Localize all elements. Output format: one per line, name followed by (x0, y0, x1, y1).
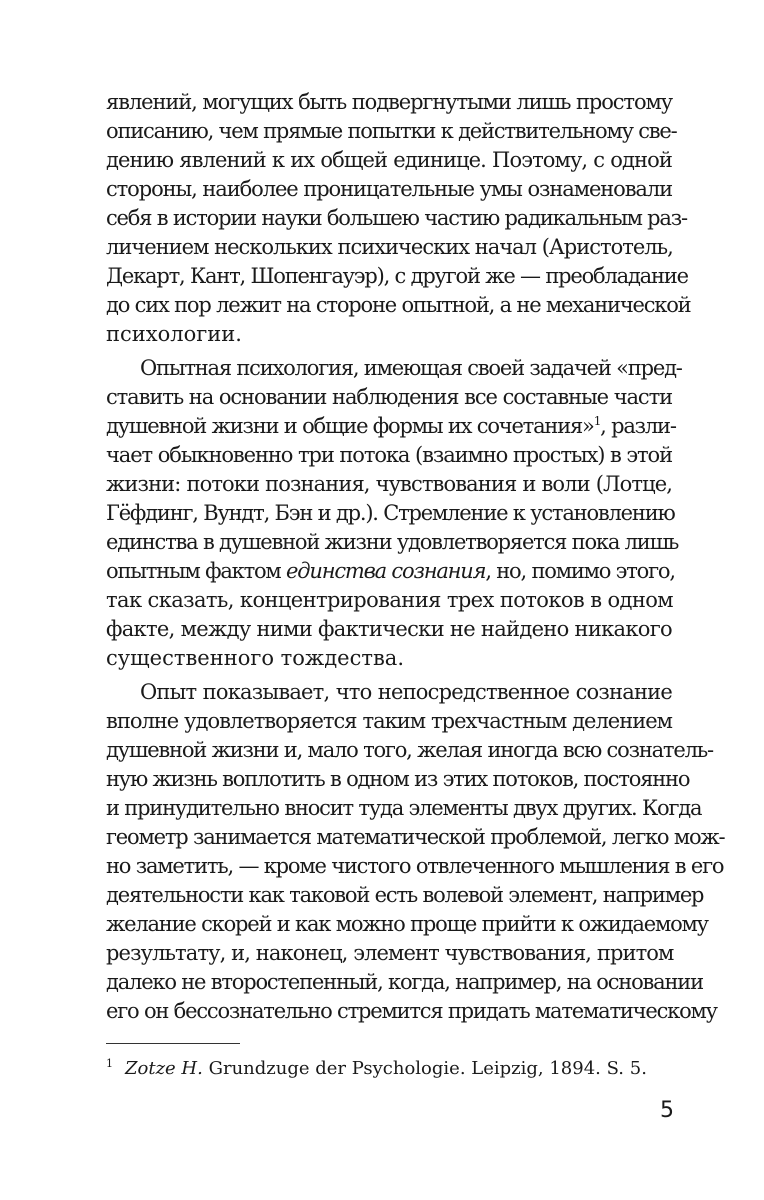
footnote-divider (106, 1043, 240, 1044)
text-line: психологии. (106, 322, 242, 346)
text-line: единства в душевной жизни удовлетворяется пока лишь (106, 530, 679, 554)
text-line: Гёфдинг, Вундт, Бэн и др.). Стремление к установлению (106, 501, 675, 525)
paragraph-3 (106, 678, 725, 1026)
text-span: душевной жизни и общие формы их сочетания» (106, 414, 594, 438)
text-line: его он бессознательно стремится придать математическому (106, 999, 717, 1023)
text-line: но заметить, — кроме чистого отвлеченного мышления в его (106, 854, 724, 878)
text-line: ставить на основании наблюдения все составные части (106, 385, 672, 409)
text-line: чает обыкновенно три потока (взаимно простых) в этой (106, 443, 672, 467)
text-line: описанию, чем прямые попытки к действительному све- (106, 119, 677, 143)
text-line: Опытная психология, имеющая своей задачей «пред- (140, 356, 682, 380)
footnote-reference[interactable]: 1 (593, 414, 601, 428)
text-span: опытным фактом (106, 559, 287, 583)
text-span: , разли- (600, 414, 676, 438)
text-line: и принудительно вносит туда элементы двух других. Когда (106, 796, 702, 820)
text-line: ную жизнь воплотить в одном из этих потоков, постоянно (106, 767, 690, 791)
text-line: личением нескольких психических начал (Аристотель, (106, 235, 673, 259)
text-line: стороны, наиболее проницательные умы ознаменовали (106, 177, 672, 201)
italic-term: единства сознания (286, 559, 486, 583)
text-line: так сказать, концентрирования трех потоков в одном (106, 588, 674, 612)
footnote-text: Grundzuge der Psychologie. Leipzig, 1894. S. 5. (202, 1058, 647, 1079)
footnote (106, 1052, 672, 1081)
text-line: явлений, могущих быть подвергнутыми лишь простому (106, 90, 672, 114)
text-line: Декарт, Кант, Шопенгауэр), с другой же — преобладание (106, 264, 688, 288)
text-line: геометр занимается математической проблемой, легко мож- (106, 825, 725, 849)
text-line: до сих пор лежит на стороне опытной, а не механической (106, 293, 691, 317)
text-line: деятельности как таковой есть волевой элемент, например (106, 883, 704, 907)
text-line: существенного тождества. (106, 646, 404, 670)
footnote-author: Zotze H. (125, 1058, 203, 1079)
text-line: жизни: потоки познания, чувствования и воли (Лотце, (106, 472, 672, 496)
text-line (106, 557, 675, 586)
text-line: Опыт показывает, что непосредственное сознание (140, 680, 672, 704)
page-number: 5 (660, 1098, 674, 1123)
text-line: желание скорей и как можно проще прийти к ожидаемому (106, 912, 708, 936)
text-line: вполне удовлетворяется таким трехчастным делением (106, 709, 672, 733)
body-text (106, 88, 725, 1026)
text-line: дению явлений к их общей единице. Поэтому, с одной (106, 148, 672, 172)
text-line: результату, и, наконец, элемент чувствования, притом (106, 941, 674, 965)
paragraph-1 (106, 88, 691, 349)
paragraph-2 (106, 354, 682, 673)
footnote-marker: 1 (106, 1057, 113, 1070)
text-line: факте, между ними фактически не найдено никакого (106, 617, 672, 641)
text-line: душевной жизни и, мало того, желая иногда всю сознатель- (106, 738, 713, 762)
text-line: далеко не второстепенный, когда, например, на основании (106, 970, 703, 994)
text-line: себя в истории науки большею частию радикальным раз- (106, 206, 687, 230)
text-line (106, 412, 676, 441)
text-span: , но, помимо этого, (485, 559, 675, 583)
